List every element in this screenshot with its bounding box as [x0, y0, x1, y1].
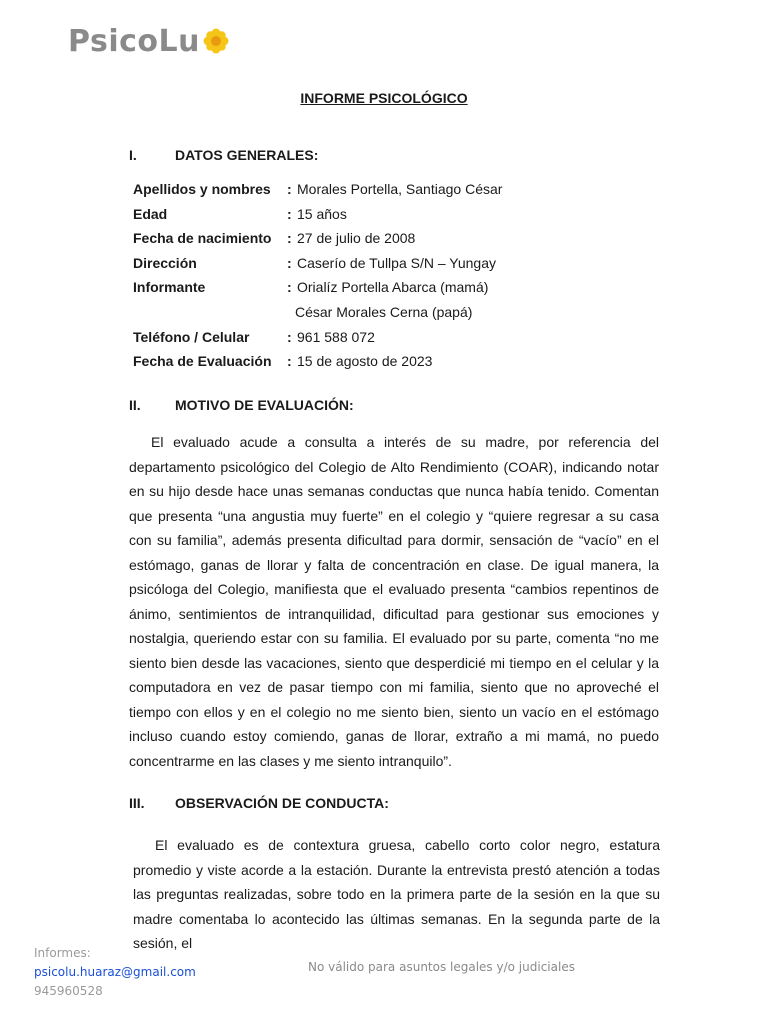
- data-value: 15 de agosto de 2023: [297, 353, 433, 370]
- data-row-telefono: [133, 327, 502, 352]
- footer-contact: [34, 944, 196, 1001]
- data-value: 961 588 072: [297, 328, 375, 345]
- footer-disclaimer: No válido para asuntos legales y/o judiciales: [308, 960, 575, 974]
- data-colon: :: [287, 353, 292, 370]
- section-heading-motivo: [129, 397, 354, 413]
- data-row-nacimiento: [133, 228, 502, 253]
- data-row-informante: [133, 277, 502, 302]
- data-colon: :: [287, 205, 292, 222]
- data-value: Morales Portella, Santiago César: [297, 181, 503, 197]
- data-value: 15 años: [297, 205, 347, 222]
- section-heading-datos-generales: [129, 147, 318, 163]
- data-value: Orialíz Portella Abarca (mamá): [297, 279, 489, 296]
- data-row-direccion: [133, 253, 502, 278]
- section-number: III.: [129, 795, 145, 811]
- section-title: DATOS GENERALES:: [175, 147, 319, 163]
- footer-email-link[interactable]: psicolu.huaraz@gmail.com: [34, 965, 196, 979]
- data-row-edad: [133, 204, 502, 229]
- brand-name: PsicoLu: [68, 24, 200, 59]
- footer-label: Informes:: [34, 946, 91, 960]
- general-data-table: [133, 179, 502, 376]
- motivo-paragraph: El evaluado acude a consulta a interés de su madre, por referencia del departamento psicológico del Colegio de Alto Rendimiento (COAR), indicando notar en su hijo desde hace unas semanas conductas que nunca había tenido. Comentan que presenta “una angustia muy fuerte” en el colegio y “quiere regresar a su casa con su familia”, además presenta dificultad para dormir, sensación de “vacío” en el estómago, ganas de llorar y falta de concentración en clase. De igual manera, la psicóloga del Colegio, manifiesta que el evaluado presenta “cambios repentinos de ánimo, sentimientos de intranquilidad, dificultad para gestionar sus emociones y nostalgia, queriendo estar con su familia. El evaluado por su parte, comenta “no me siento bien desde las vacaciones, siento que desperdicié mi tiempo en el celular y la computadora en vez de pasar tiempo con mi familia, siento que no aproveché el tiempo con ellos y en el colegio no me siento bien, siento un vacío en el estómago incluso cuando estoy comiendo, ganas de llorar, extraño a mi mamá, no puedo concentrarme en las clases y me siento intranquilo”.: [129, 434, 659, 769]
- data-label: Fecha de Evaluación: [133, 353, 272, 370]
- section-number: II.: [129, 397, 141, 413]
- section-title: MOTIVO DE EVALUACIÓN:: [175, 397, 354, 413]
- data-value: 27 de julio de 2008: [297, 230, 416, 247]
- data-colon: :: [287, 230, 292, 247]
- data-value: Caserío de Tullpa S/N – Yungay: [297, 254, 496, 271]
- brand-logo: [68, 24, 230, 59]
- data-row-informante-2: [133, 302, 502, 327]
- data-label: Dirección: [133, 254, 197, 271]
- data-colon: :: [287, 279, 292, 296]
- data-label: Apellidos y nombres: [133, 181, 271, 197]
- data-colon: :: [287, 328, 292, 345]
- footer-phone: 945960528: [34, 984, 103, 998]
- section-title: OBSERVACIÓN DE CONDUCTA:: [175, 795, 389, 811]
- flower-icon: [202, 27, 230, 55]
- data-label: Teléfono / Celular: [133, 328, 250, 345]
- section-number: I.: [129, 147, 137, 163]
- data-colon: :: [287, 254, 292, 271]
- data-label: Informante: [133, 279, 206, 296]
- document-title: INFORME PSICOLÓGICO: [300, 90, 468, 106]
- section-heading-observacion: [129, 795, 389, 811]
- data-label: Edad: [133, 205, 168, 222]
- data-label: Fecha de nacimiento: [133, 230, 272, 247]
- data-value: César Morales Cerna (papá): [295, 303, 473, 320]
- observacion-paragraph: El evaluado es de contextura gruesa, cabello corto color negro, estatura promedio y viste acorde a la estación. Durante la entrevista prestó atención a todas las preguntas realizadas, sobre todo en la primera parte de la sesión en la que su madre comentaba lo acontecido las últimas semanas. En la segunda parte de la sesión, el: [133, 837, 660, 951]
- data-colon: :: [287, 181, 292, 197]
- data-row-nombres: [133, 179, 502, 204]
- data-row-fecha-evaluacion: [133, 351, 502, 376]
